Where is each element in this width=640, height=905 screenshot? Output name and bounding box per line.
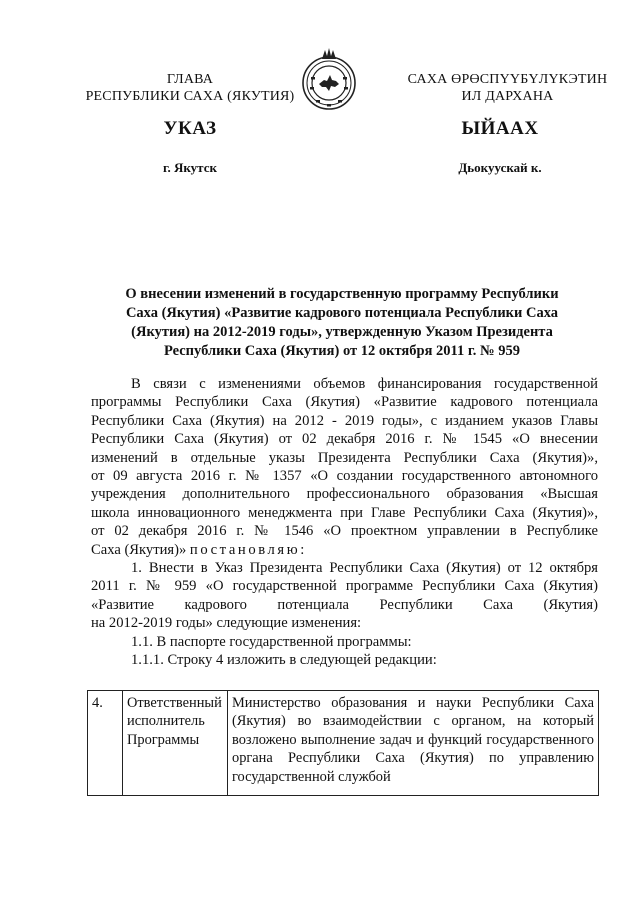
issuer-block-russian (85, 71, 295, 105)
row-label-line: Программы (127, 731, 200, 748)
document-type-russian: УКАЗ (163, 118, 217, 139)
heading-line: Республики Саха (Якутия) от 12 октября 2011 г. № 959 (163, 343, 521, 359)
row-content: Министерство образования и науки Республики Саха (Якутия) во взаимодействии с органом, на который возложено выполнение задач и функций государственного органа Республики Саха (Якутия) по управлению государственной службой (228, 691, 599, 796)
issuer-line-1: ГЛАВА (166, 72, 214, 87)
body-line: 1.1. В паспорте государственной программы: (131, 633, 412, 650)
resolution-word: постановляю: (189, 541, 307, 558)
place-yakut: Дьокуускай к. (458, 160, 542, 175)
issuer-line-2-yakut: ИЛ ДАРХАНА (461, 89, 554, 104)
table-row (88, 691, 599, 796)
heading-line: (Якутия) на 2012-2019 годы», утвержденную Указом Президента (131, 324, 553, 340)
decree-body (91, 375, 598, 670)
row-label-line: исполнитель (127, 713, 205, 730)
issuer-line-1-yakut: САХА ӨРӨСПҮҮБҮЛҮКЭТИН (407, 72, 608, 87)
row-number: 4. (88, 691, 123, 796)
issuer-line-2: РЕСПУБЛИКИ САХА (ЯКУТИЯ) (85, 89, 295, 104)
row-label-line: Ответственный (127, 695, 222, 711)
passport-table (87, 690, 599, 796)
document-type-yakut: ЫЙААХ (461, 118, 539, 139)
heading-line: О внесении изменений в государственную программу Республики (125, 286, 559, 302)
body-line: от 09 августа 2016 г. № 1357 «О создании государственного автономного (91, 468, 598, 485)
body-text-fragment: Саха (Якутия)» (91, 541, 190, 558)
body-line: Республики Саха (Якутия) на 2012 - 2019 годы», с изданием указов Главы (91, 412, 598, 429)
decree-heading (92, 285, 592, 361)
body-line: школа инновационного менеджмента при Главе Республики Саха (Якутия)», (91, 504, 598, 521)
heading-line: Саха (Якутия) «Развитие кадрового потенциала Республики Саха (125, 305, 559, 321)
body-line: на 2012-2019 годы» следующие изменения: (91, 615, 362, 632)
body-line: В связи с изменениями объемов финансирования государственной (131, 376, 598, 392)
body-line: изменений в отдельные указы Президента Республики Саха (Якутия)», (91, 449, 598, 466)
place-russian: г. Якутск (163, 160, 217, 175)
body-line (91, 541, 598, 559)
issuer-block-yakut (395, 71, 620, 105)
row-label (123, 691, 228, 796)
body-line: учреждения дополнительного профессионального образования «Высшая (91, 486, 598, 503)
body-line: программы Республики Саха (Якутия) «Развитие кадрового потенциала (91, 394, 598, 411)
body-line: 1.1.1. Строку 4 изложить в следующей редакции: (131, 652, 437, 669)
body-line: 2011 г. № 959 «О государственной программе Республики Саха (Якутия) (91, 578, 598, 595)
body-line: «Развитие кадрового потенциала Республики Саха (Якутия) (91, 596, 598, 613)
coat-of-arms-icon (300, 47, 358, 113)
body-line: 1. Внести в Указ Президента Республики Саха (Якутия) от 12 октября (131, 560, 598, 577)
body-line: от 02 декабря 2016 г. № 1546 «О проектном управлении в Республике (91, 523, 598, 540)
body-line: Республики Саха (Якутия) от 02 декабря 2016 г. № 1545 «О внесении (91, 431, 598, 448)
